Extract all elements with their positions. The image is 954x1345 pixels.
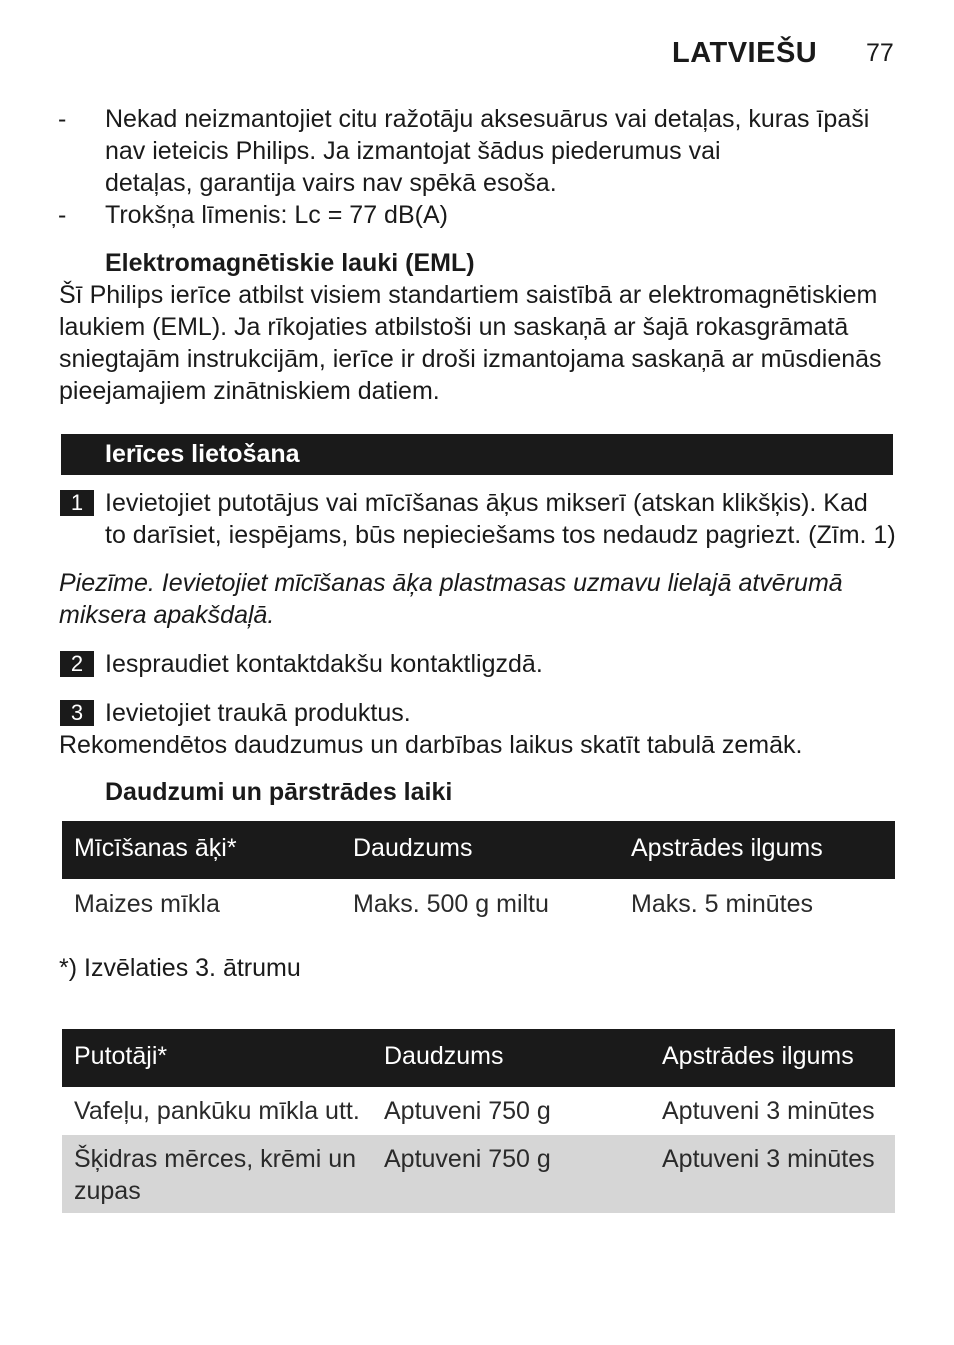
table-row — [62, 1087, 895, 1135]
quantities-heading: Daudzumi un pārstrādes laiki — [105, 778, 453, 806]
column-header: Mīcīšanas āķi* — [74, 834, 237, 862]
step-3-text: Ievietojiet traukā produktus. — [105, 699, 411, 727]
recommendation-text: Rekomendētos daudzumus un darbības laikus skatīt tabulā zemāk. — [59, 731, 803, 759]
column-header: Apstrādes ilgums — [631, 834, 823, 862]
step-1-text — [105, 487, 905, 551]
bullet-line: detaļas, garantija vairs nav spēkā esoša. — [105, 169, 557, 197]
table-row — [62, 879, 895, 932]
table-cell: Aptuveni 3 minūtes — [662, 1145, 875, 1173]
beaters-table — [62, 1029, 895, 1213]
emf-heading: Elektromagnētiskie lauki (EML) — [105, 249, 475, 277]
step-2-text: Iespraudiet kontaktdakšu kontaktligzdā. — [105, 650, 543, 678]
section-title: Ierīces lietošana — [105, 440, 300, 468]
note-line: Piezīme. Ievietojiet mīcīšanas āķa plastmasas uzmavu lielajā atvērumā — [59, 569, 843, 597]
bullet-line: Trokšņa līmenis: Lc = 77 dB(A) — [105, 201, 448, 229]
paragraph-line: laukiem (EML). Ja rīkojaties atbilstoši un saskaņā ar šajā rokasgrāmatā — [59, 313, 849, 341]
table-cell: Vafeļu, pankūku mīkla utt. — [74, 1097, 360, 1125]
page-number: 77 — [866, 39, 894, 67]
emf-paragraph — [59, 279, 889, 407]
table-cell: Aptuveni 3 minūtes — [662, 1097, 875, 1125]
table-cell: Maks. 500 g miltu — [353, 890, 549, 918]
bullet-item-noise — [105, 199, 885, 231]
paragraph-line: Šī Philips ierīce atbilst visiem standartiem saistībā ar elektromagnētiskiem — [59, 281, 878, 309]
column-header: Daudzums — [353, 834, 473, 862]
paragraph-line: pieejamajiem zinātniskiem datiem. — [59, 377, 440, 405]
step-number-3: 3 — [60, 700, 94, 726]
paragraph-line: sniegtajām instrukcijām, ierīce ir droši izmantojama saskaņā ar mūsdienās — [59, 345, 882, 373]
column-header: Daudzums — [384, 1042, 504, 1070]
table-header-row — [62, 821, 895, 879]
kneading-hooks-table — [62, 821, 895, 932]
step-number-2: 2 — [60, 651, 94, 677]
table-header-row — [62, 1029, 895, 1087]
column-header: Putotāji* — [74, 1042, 168, 1070]
table-cell: Aptuveni 750 g — [384, 1097, 551, 1125]
table-cell: Maizes mīkla — [74, 890, 220, 918]
bullet-line: nav ieteicis Philips. Ja izmantojat šādus piederumus vai — [105, 137, 721, 165]
table-footnote: *) Izvēlaties 3. ātrumu — [59, 954, 301, 982]
note-text — [59, 567, 879, 631]
bullet-line: Nekad neizmantojiet citu ražotāju aksesuārus vai detaļas, kuras īpaši — [105, 105, 870, 133]
step-number-1: 1 — [60, 490, 94, 516]
table-cell: Aptuveni 750 g — [384, 1145, 551, 1173]
table-row — [62, 1135, 895, 1213]
note-line: miksera apakšdaļā. — [59, 601, 275, 629]
step-line: to darīsiet, iespējams, būs nepieciešams tos nedaudz pagriezt. (Zīm. 1) — [105, 521, 896, 549]
table-cell: Maks. 5 minūtes — [631, 890, 814, 918]
bullet-marker: - — [58, 201, 67, 229]
column-header: Apstrādes ilgums — [662, 1042, 854, 1070]
table-cell: Šķidras mērces, krēmi un zupas — [74, 1145, 357, 1205]
step-line: Ievietojiet putotājus vai mīcīšanas āķus mikserī (atskan klikšķis). Kad — [105, 489, 868, 517]
bullet-item-accessories — [105, 103, 885, 199]
bullet-marker: - — [58, 105, 67, 133]
section-language-label: LATVIEŠU — [672, 37, 818, 69]
